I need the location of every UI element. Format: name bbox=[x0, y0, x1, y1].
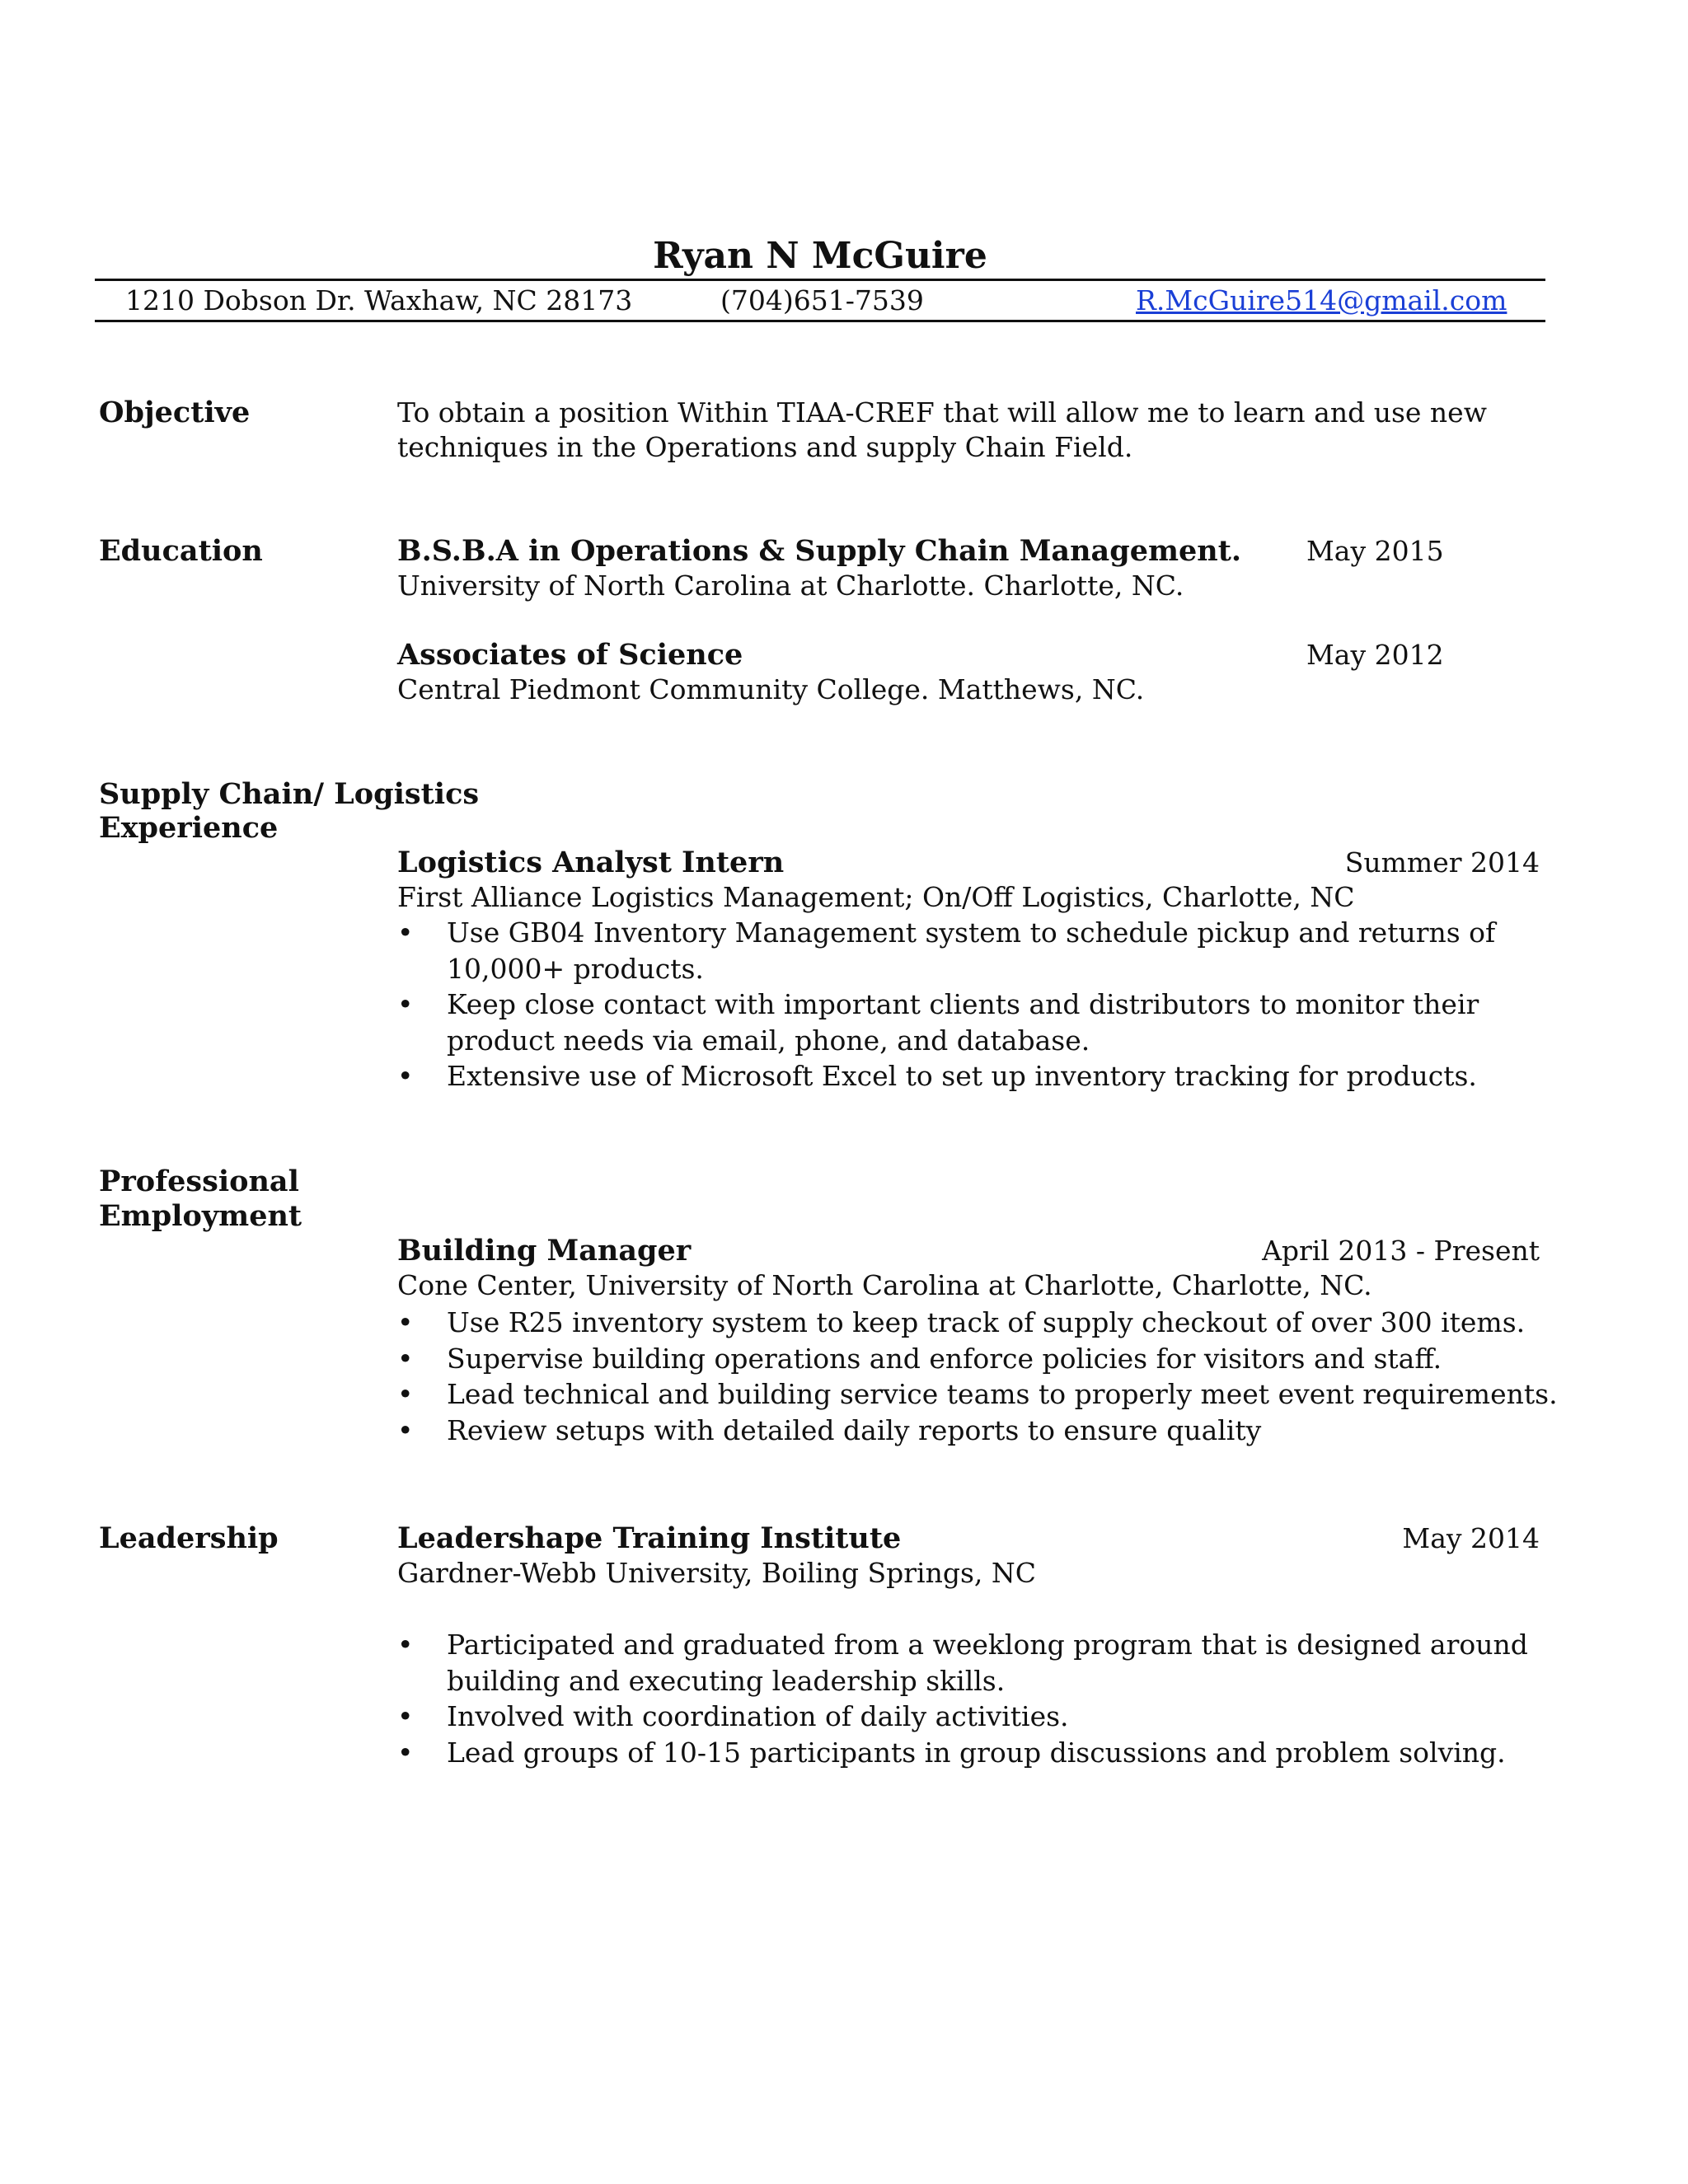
contact-email-link[interactable]: R.McGuire514@gmail.com bbox=[1136, 284, 1507, 316]
list-item: • Involved with coordination of daily activities. bbox=[397, 1700, 1069, 1732]
education-school-1: University of North Carolina at Charlotte. Charlotte, NC. bbox=[397, 569, 1184, 602]
building-manager-bullet-text: Lead technical and building service teams to properly meet event requirements. bbox=[447, 1378, 1558, 1410]
leadership-date: May 2014 bbox=[1402, 1522, 1540, 1554]
logistics-bullet-text: Keep close contact with important clients and distributors to monitor their product needs via email, phone, and database. bbox=[447, 988, 1479, 1057]
contact-phone: (704)651-7539 bbox=[720, 284, 924, 316]
list-item: • Review setups with detailed daily reports to ensure quality bbox=[397, 1413, 1262, 1446]
professional-label-line-2: Employment bbox=[99, 1199, 302, 1233]
list-item: • Use GB04 Inventory Management system to schedule pickup and returns of 10,000+ products. bbox=[397, 916, 1496, 985]
list-item: • Keep close contact with important clients and distributors to monitor their product needs via email, phone, and database. bbox=[397, 988, 1479, 1057]
list-item: • Lead technical and building service teams to properly meet event requirements. bbox=[397, 1378, 1558, 1410]
logistics-job-title: Logistics Analyst Intern bbox=[397, 846, 785, 879]
building-manager-bullet-list bbox=[397, 1305, 1568, 1448]
resume-name: Ryan N McGuire bbox=[653, 235, 987, 277]
supply-chain-label-line-1: Supply Chain/ Logistics bbox=[99, 777, 480, 811]
education-label: Education bbox=[99, 534, 263, 568]
education-school-2: Central Piedmont Community College. Matthews, NC. bbox=[397, 673, 1145, 705]
building-manager-bullet-text: Supervise building operations and enforce policies for visitors and staff. bbox=[447, 1342, 1442, 1375]
objective-line-1: To obtain a position Within TIAA-CREF that will allow me to learn and use new bbox=[397, 396, 1487, 429]
education-date-2: May 2012 bbox=[1306, 639, 1444, 671]
list-item: • Participated and graduated from a weeklong program that is designed around building and executing leadership skills. bbox=[397, 1629, 1528, 1697]
contact-address: 1210 Dobson Dr. Waxhaw, NC 28173 bbox=[125, 284, 633, 316]
leadership-bullet-text: Participated and graduated from a weeklong program that is designed around building and executing leadership skills. bbox=[447, 1629, 1528, 1697]
header-top-rule bbox=[95, 279, 1545, 281]
education-degree-1: B.S.B.A in Operations & Supply Chain Management. bbox=[397, 534, 1242, 568]
building-manager-title: Building Manager bbox=[397, 1234, 692, 1268]
objective-line-2: techniques in the Operations and supply Chain Field. bbox=[397, 431, 1133, 463]
leadership-school: Gardner-Webb University, Boiling Springs, NC bbox=[397, 1557, 1037, 1589]
education-date-1: May 2015 bbox=[1306, 535, 1444, 567]
list-item: • Lead groups of 10-15 participants in group discussions and problem solving. bbox=[397, 1736, 1506, 1769]
leadership-label: Leadership bbox=[99, 1521, 279, 1555]
professional-label-line-1: Professional bbox=[99, 1165, 299, 1198]
building-manager-bullet-text: Review setups with detailed daily reports to ensure quality bbox=[447, 1413, 1262, 1446]
list-item: • Use R25 inventory system to keep track of supply checkout of over 300 items. bbox=[397, 1306, 1526, 1338]
education-degree-2: Associates of Science bbox=[397, 638, 743, 672]
building-manager-company: Cone Center, University of North Carolina at Charlotte, Charlotte, NC. bbox=[397, 1269, 1372, 1301]
building-manager-date: April 2013 - Present bbox=[1262, 1235, 1540, 1267]
objective-label: Objective bbox=[99, 396, 251, 429]
logistics-job-date: Summer 2014 bbox=[1344, 846, 1540, 879]
logistics-company: First Alliance Logistics Management; On/Off Logistics, Charlotte, NC bbox=[397, 881, 1355, 913]
header-bottom-rule bbox=[95, 320, 1545, 322]
leadership-title: Leadershape Training Institute bbox=[397, 1521, 902, 1555]
logistics-bullet-list bbox=[397, 915, 1568, 1094]
leadership-bullet-list bbox=[397, 1627, 1568, 1770]
list-item: • Supervise building operations and enforce policies for visitors and staff. bbox=[397, 1342, 1442, 1375]
list-item: • Extensive use of Microsoft Excel to set up inventory tracking for products. bbox=[397, 1060, 1477, 1092]
logistics-bullet-text: Extensive use of Microsoft Excel to set up inventory tracking for products. bbox=[447, 1060, 1477, 1092]
supply-chain-label-line-2: Experience bbox=[99, 811, 279, 845]
logistics-bullet-text: Use GB04 Inventory Management system to schedule pickup and returns of 10,000+ products. bbox=[447, 916, 1496, 985]
leadership-bullet-text: Involved with coordination of daily activities. bbox=[447, 1700, 1069, 1732]
leadership-bullet-text: Lead groups of 10-15 participants in group discussions and problem solving. bbox=[447, 1736, 1506, 1769]
building-manager-bullet-text: Use R25 inventory system to keep track of supply checkout of over 300 items. bbox=[447, 1306, 1526, 1338]
